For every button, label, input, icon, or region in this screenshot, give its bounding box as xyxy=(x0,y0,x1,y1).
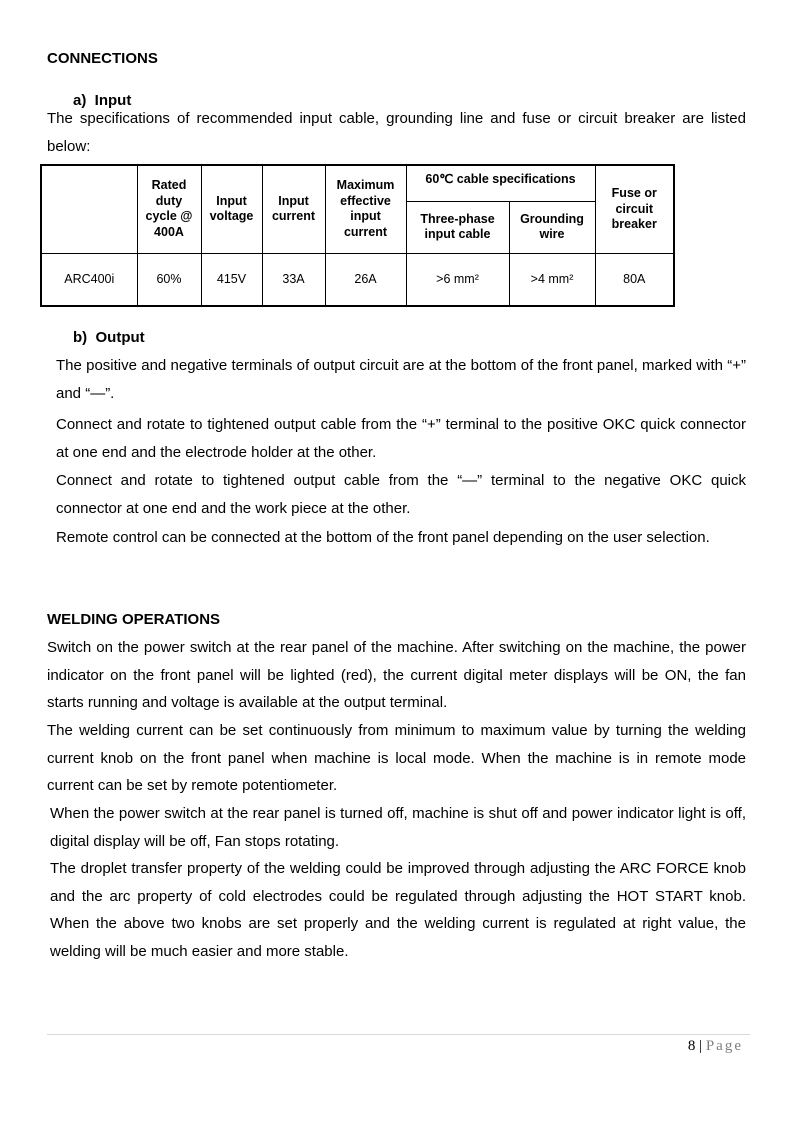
output-paragraph-2: Connect and rotate to tightened output cable from the “+” terminal to the positive OKC quick connector at one end and the electrode holder at the other. xyxy=(56,416,746,461)
table-header-input-current: Input current xyxy=(262,165,325,253)
welding-paragraph-3: When the power switch at the rear panel is turned off, machine is shut off and power indicator light is off, digital display will be off, Fan stops rotating. xyxy=(50,805,746,850)
table-cell-model: ARC400i xyxy=(41,253,137,306)
table-cell-current: 33A xyxy=(262,253,325,306)
input-subheading: a) Input xyxy=(73,92,132,109)
table-cell-duty: 60% xyxy=(137,253,201,306)
table-cell-three-phase: >6 mm² xyxy=(406,253,509,306)
input-spec-table xyxy=(40,164,675,307)
table-header-model xyxy=(41,165,137,253)
page-word: Page xyxy=(705,1038,743,1054)
welding-paragraph-1: Switch on the power switch at the rear panel of the machine. After switching on the machine, the power indicator on the front panel will be lighted (red), the current digital meter displays will be ON, the fan starts running and voltage is available at the output terminal. xyxy=(47,639,746,711)
welding-paragraph-4: The droplet transfer property of the welding could be improved through adjusting the ARC FORCE knob and the arc property of cold electrodes could be regulated through adjusting the HOT START knob. When the above two knobs are set properly and the welding current is regulated at right value, the welding will be much easier and more stable. xyxy=(50,860,746,960)
connections-heading: CONNECTIONS xyxy=(47,50,158,67)
output-paragraph-3: Connect and rotate to tightened output cable from the “—” terminal to the negative OKC quick connector at one end and the work piece at the other. xyxy=(56,472,746,517)
page-separator: | xyxy=(699,1038,703,1054)
table-header-grounding: Grounding wire xyxy=(509,201,595,253)
output-subheading: b) Output xyxy=(73,329,145,346)
table-header-max-effective: Maximum effective input current xyxy=(325,165,406,253)
table-row xyxy=(41,253,674,306)
table-cell-fuse: 80A xyxy=(595,253,674,306)
page-number-value: 8 xyxy=(687,1038,696,1054)
table-cell-voltage: 415V xyxy=(201,253,262,306)
table-header-cable-spec: 60℃ cable specifications xyxy=(406,165,595,201)
page-number xyxy=(688,1038,743,1055)
table-header-three-phase: Three-phase input cable xyxy=(406,201,509,253)
output-paragraph-4: Remote control can be connected at the bottom of the front panel depending on the user selection. xyxy=(56,529,710,546)
table-header-rated-duty: Rated duty cycle @ 400A xyxy=(137,165,201,253)
welding-paragraph-2: The welding current can be set continuously from minimum to maximum value by turning the welding current knob on the front panel when machine is local mode. When the machine is in remote mode current can be set by remote potentiometer. xyxy=(47,722,746,794)
input-description: The specifications of recommended input cable, grounding line and fuse or circuit breaker are listed below: xyxy=(47,110,746,155)
table-header-input-voltage: Input voltage xyxy=(201,165,262,253)
welding-operations-heading: WELDING OPERATIONS xyxy=(47,611,221,628)
footer-divider xyxy=(47,1034,750,1035)
table-header-fuse: Fuse or circuit breaker xyxy=(595,165,674,253)
output-paragraph-1: The positive and negative terminals of output circuit are at the bottom of the front panel, marked with “+” and “—”. xyxy=(56,357,746,402)
table-cell-grounding: >4 mm² xyxy=(509,253,595,306)
table-cell-effective: 26A xyxy=(325,253,406,306)
